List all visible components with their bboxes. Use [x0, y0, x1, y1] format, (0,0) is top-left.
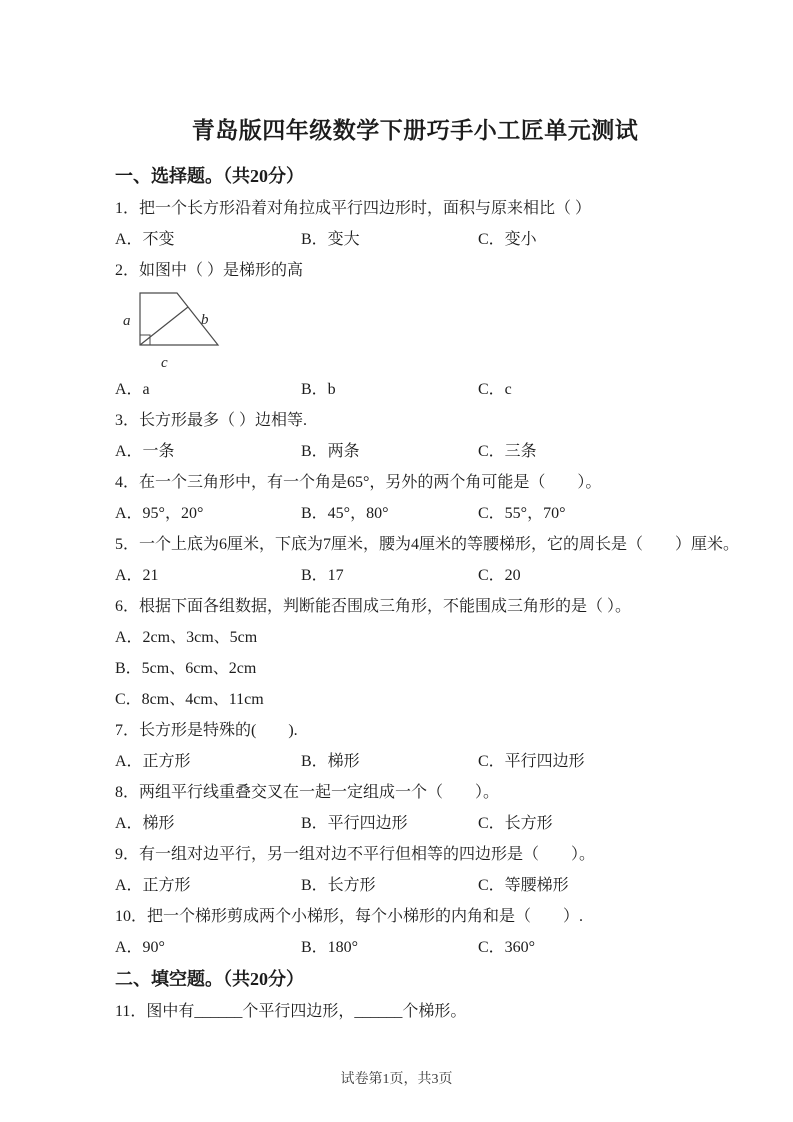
exam-content: [115, 160, 740, 1027]
height-candidate-line: [140, 307, 188, 345]
option: A．梯形: [115, 815, 175, 832]
question-text: 4．在一个三角形中，有一个角是65°，另外的两个角可能是（ ）。: [115, 474, 602, 491]
option: C．等腰梯形: [478, 877, 569, 894]
option: A．95°，20°: [115, 505, 204, 522]
figure-label-bottom: c: [161, 355, 168, 371]
option: B．长方形: [301, 877, 376, 894]
section-heading: 一、选择题。（共20分）: [115, 166, 304, 186]
option: B．45°，80°: [301, 505, 389, 522]
option: C．变小: [478, 231, 537, 248]
question-text: 9．有一组对边平行，另一组对边不平行但相等的四边形是（ ）。: [115, 846, 596, 863]
option: A．正方形: [115, 753, 191, 770]
option: A．2cm、3cm、5cm: [115, 629, 258, 646]
option: C．55°，70°: [478, 505, 566, 522]
question-text: 10．把一个梯形剪成两个小梯形，每个小梯形的内角和是（ ）.: [115, 908, 584, 925]
figure-label-left: a: [123, 313, 131, 329]
question-text: 8．两组平行线重叠交叉在一起一定组成一个（ ）。: [115, 784, 500, 801]
option: C．8cm、4cm、11cm: [115, 691, 264, 708]
option: A．a: [115, 381, 150, 398]
page-title: 青岛版四年级数学下册巧手小工匠单元测试: [191, 118, 639, 143]
option: C．长方形: [478, 815, 553, 832]
option: C．三条: [478, 443, 537, 460]
option: B．5cm、6cm、2cm: [115, 660, 257, 677]
option: C．平行四边形: [478, 753, 585, 770]
options-row: [115, 746, 715, 777]
page-footer: 试卷第1页，共3页: [340, 1072, 453, 1087]
option: C．20: [478, 567, 521, 584]
option: B．梯形: [301, 753, 360, 770]
options-row: [115, 808, 715, 839]
options-row: [115, 374, 715, 405]
option: B．变大: [301, 231, 360, 248]
option: B．平行四边形: [301, 815, 408, 832]
question-text: 3．长方形最多（ ）边相等.: [115, 412, 308, 429]
question-figure: [115, 286, 715, 374]
question-text: 7．长方形是特殊的( ).: [115, 722, 298, 739]
options-row: [115, 932, 715, 963]
option: B．180°: [301, 939, 359, 956]
options-row: [115, 436, 715, 467]
options-row: [115, 224, 715, 255]
options-row: [115, 498, 715, 529]
option: B．17: [301, 567, 344, 584]
option: B．两条: [301, 443, 360, 460]
option: C．c: [478, 381, 512, 398]
options-list: [115, 622, 715, 715]
question-text: 11．图中有______个平行四边形，______个梯形。: [115, 1003, 467, 1020]
option: A．不变: [115, 231, 175, 248]
option: C．360°: [478, 939, 536, 956]
figure-label-slant: b: [201, 312, 209, 328]
option: B．b: [301, 381, 336, 398]
option: A．正方形: [115, 877, 191, 894]
trapezoid-figure: [115, 288, 355, 374]
options-row: [115, 560, 715, 591]
section-heading: 二、填空题。（共20分）: [115, 969, 304, 989]
option: A．90°: [115, 939, 165, 956]
options-row: [115, 870, 715, 901]
question-text: 1．把一个长方形沿着对角拉成平行四边形时，面积与原来相比（ ）: [115, 200, 592, 217]
option: A．一条: [115, 443, 175, 460]
question-text: 5．一个上底为6厘米，下底为7厘米，腰为4厘米的等腰梯形，它的周长是（ ）厘米。: [115, 536, 740, 553]
question-text: 6．根据下面各组数据，判断能否围成三角形，不能围成三角形的是（ ）。: [115, 598, 632, 615]
option: A．21: [115, 567, 159, 584]
question-text: 2．如图中（ ）是梯形的高: [115, 262, 304, 279]
